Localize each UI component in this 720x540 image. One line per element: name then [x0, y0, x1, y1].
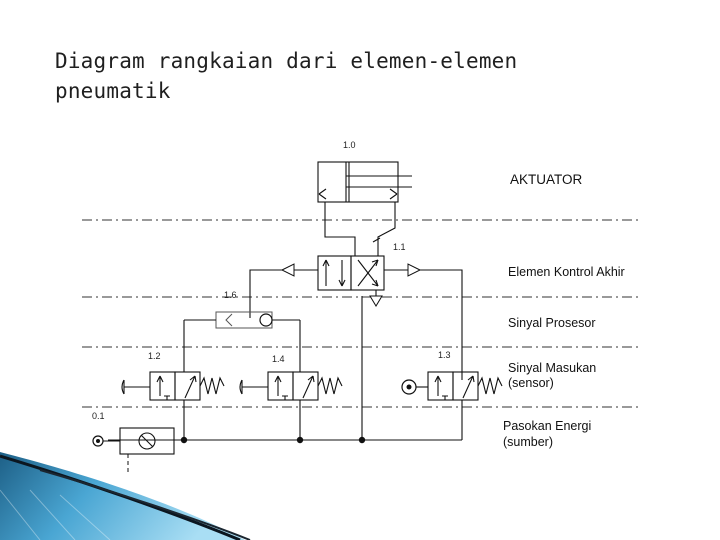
label-energy-line-1: Pasokan Energi — [503, 419, 592, 433]
double-acting-cylinder — [318, 162, 412, 202]
label-input-line-1: Sinyal Masukan — [508, 361, 597, 375]
supply-source — [93, 428, 174, 472]
slide-title-line-2: pneumatik — [55, 79, 171, 103]
tag-valve-a: 1.2 — [148, 351, 161, 361]
tag-final-valve: 1.1 — [393, 242, 406, 252]
label-processor: Sinyal Prosesor — [508, 316, 596, 330]
label-actuator: AKTUATOR — [510, 172, 583, 187]
supply-line — [108, 296, 462, 443]
corner-swoosh — [0, 452, 250, 540]
tag-valve-c: 1.3 — [438, 350, 451, 360]
tag-or-valve: 1.6 — [224, 290, 237, 300]
label-input-line-2: (sensor) — [508, 376, 554, 390]
label-energy-line-2: (sumber) — [503, 435, 554, 449]
final-control-valve — [282, 256, 420, 306]
tag-actuator: 1.0 — [343, 140, 356, 150]
tag-valve-b: 1.4 — [272, 354, 285, 364]
input-valve-b — [240, 372, 342, 400]
input-valve-a — [122, 372, 224, 400]
pipes-actuator — [325, 202, 395, 256]
input-valve-c-roller — [402, 372, 502, 400]
slide-title-line-1: Diagram rangkaian dari elemen-elemen — [55, 49, 518, 73]
component-tags — [92, 140, 451, 421]
level-labels — [503, 172, 625, 449]
label-final-control: Elemen Kontrol Akhir — [508, 265, 625, 279]
tag-supply: 0.1 — [92, 411, 105, 421]
